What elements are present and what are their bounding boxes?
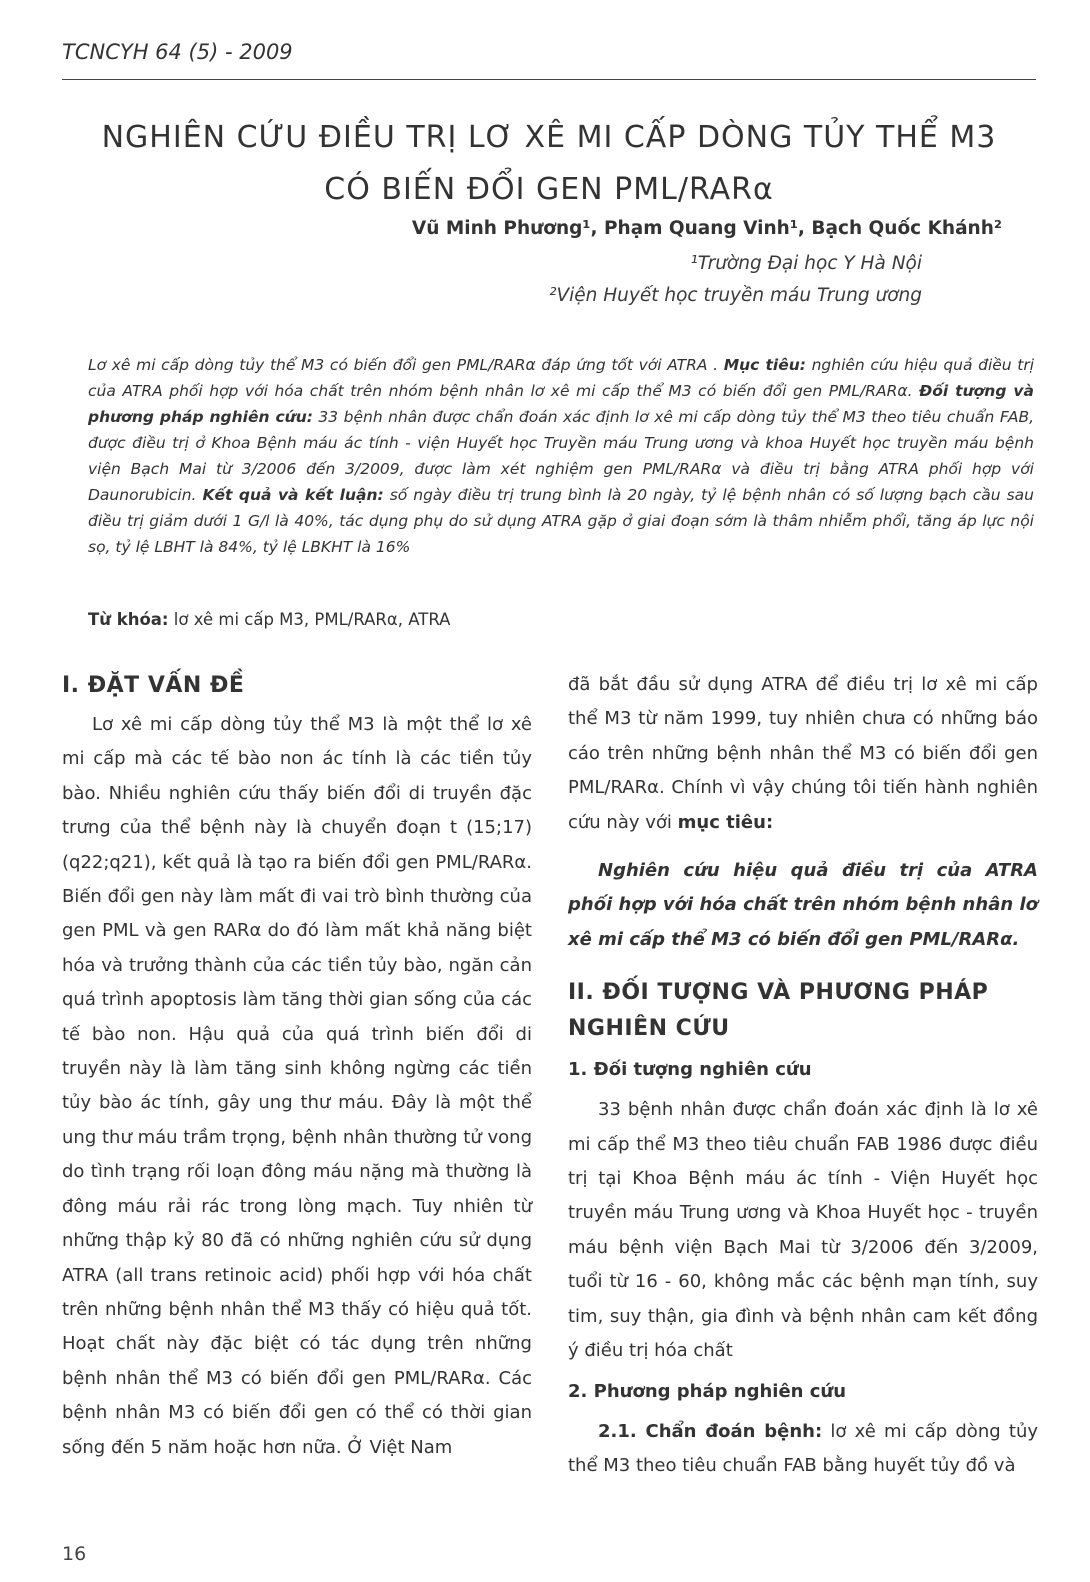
page-number: 16 <box>62 1543 87 1565</box>
abstract-results-label: Kết quả và kết luận: <box>202 486 384 504</box>
subsection-2-paragraph <box>568 1415 1038 1484</box>
abstract-intro: Lơ xê mi cấp dòng tủy thể M3 có biến đổi gen PML/RARα đáp ứng tốt với ATRA . <box>88 356 724 374</box>
author-list: Vũ Minh Phương¹, Phạm Quang Vinh¹, Bạch Quốc Khánh² <box>411 218 1002 239</box>
diagnosis-label: 2.1. Chẩn đoán bệnh: <box>598 1420 823 1442</box>
abstract <box>88 352 1034 560</box>
abstract-goal-text: nghiên cứu hiệu quả điều trị của ATRA phối hợp với hóa chất trên nhóm bệnh nhân lơ xê mi cấp thể M3 có biến đổi gen PML/RARα. <box>88 356 1035 400</box>
subsection-1-heading: 1. Đối tượng nghiên cứu <box>568 1059 812 1081</box>
affiliation-1: ¹Trường Đại học Y Hà Nội <box>690 253 922 274</box>
section-1-paragraph-continued <box>568 668 1038 840</box>
section-1-goal-label: mục tiêu: <box>677 811 774 833</box>
subsection-1-paragraph: 33 bệnh nhân được chẩn đoán xác định là lơ xê mi cấp thể M3 theo tiêu chuẩn FAB 1986 được điều trị tại Khoa Bệnh máu ác tính - Viện Huyết học truyền máu Trung ương và Khoa Huyết học - truyền máu bệnh viện Bạch Mai từ 3/2006 đến 3/2009, tuổi từ 16 - 60, không mắc các bệnh mạn tính, suy tim, suy thận, gia đình và bệnh nhân cam kết đồng ý điều trị hóa chất <box>568 1099 1038 1362</box>
keywords-label: Từ khóa: <box>88 610 169 629</box>
abstract-results-text: số ngày điều trị trung bình là 20 ngày, tỷ lệ bệnh nhân có số lượng bạch cầu sau điều trị giảm dưới 1 G/l là 40%, tác dụng phụ do sử dụng ATRA gặp ở giai đoạn sớm là thâm nhiễm phổi, tăng áp lực nội sọ, tỷ lệ LBHT là 84%, tỷ lệ LBKHT là 16% <box>88 486 1034 556</box>
subsection-2-heading: 2. Phương pháp nghiên cứu <box>568 1380 847 1402</box>
affiliation-2: ²Viện Huyết học truyền máu Trung ương <box>549 285 922 306</box>
right-column <box>568 668 1038 1483</box>
keywords-text: lơ xê mi cấp M3, PML/RARα, ATRA <box>168 610 451 629</box>
keywords <box>88 610 1034 629</box>
abstract-methods-label: Đối tượng và phương pháp nghiên cứu: <box>88 382 1034 426</box>
left-column <box>62 668 532 1465</box>
study-goal: Nghiên cứu hiệu quả điều trị của ATRA phối hợp với hóa chất trên nhóm bệnh nhân lơ xê mi cấp thể M3 có biến đổi gen PML/RARα. <box>568 860 1038 950</box>
header-rule <box>62 79 1036 80</box>
diagnosis-text: lơ xê mi cấp dòng tủy thể M3 theo tiêu chuẩn FAB bằng huyết tủy đồ và <box>568 1420 1038 1476</box>
title-line-2: CÓ BIẾN ĐỔI GEN PML/RARα <box>324 172 774 207</box>
article-title <box>62 112 1036 216</box>
abstract-goal-label: Mục tiêu: <box>723 356 806 374</box>
journal-header: TCNCYH 64 (5) - 2009 <box>62 40 293 64</box>
title-line-1: NGHIÊN CỨU ĐIỀU TRỊ LƠ XÊ MI CẤP DÒNG TỦY THỂ M3 <box>101 120 997 155</box>
section-2-heading: II. ĐỐI TƯỢNG VÀ PHƯƠNG PHÁP NGHIÊN CỨU <box>568 980 989 1042</box>
abstract-methods-text: 33 bệnh nhân được chẩn đoán xác định lơ xê mi cấp dòng tủy thể M3 theo tiêu chuẩn FAB, được điều trị ở Khoa Bệnh máu ác tính - viện Huyết học Truyền máu Trung ương và khoa Huyết học truyền máu bệnh viện Bạch Mai từ 3/2006 đến 3/2009, được làm xét nghiệm gen PML/RARα và điều trị bằng ATRA phối hợp với Daunorubicin. <box>88 408 1034 504</box>
section-1-heading: I. ĐẶT VẤN ĐỀ <box>62 673 245 698</box>
section-1-continued-text: đã bắt đầu sử dụng ATRA để điều trị lơ xê mi cấp thể M3 từ năm 1999, tuy nhiên chưa có những báo cáo trên những bệnh nhân thể M3 có biến đổi gen PML/RARα. Chính vì vậy chúng tôi tiến hành nghiên cứu này với <box>568 674 1038 833</box>
section-1-paragraph: Lơ xê mi cấp dòng tủy thể M3 là một thể lơ xê mi cấp mà các tế bào non ác tính là các tiền tủy bào. Nhiều nghiên cứu thấy biến đổi di truyền đặc trưng của thể bệnh này là chuyển đoạn t (15;17)(q22;q21), kết quả là tạo ra biến đổi gen PML/RARα. Biến đổi gen này làm mất đi vai trò bình thường của gen PML và gen RARα do đó làm mất khả năng biệt hóa và trưởng thành của các tiền tủy bào, ngăn cản quá trình apoptosis làm tăng thời gian sống của các tế bào non. Hậu quả của quá trình biến đổi di truyền này là làm tăng sinh không ngừng các tiền tủy bào ác tính, gây ung thư máu. Đây là một thể ung thư máu trầm trọng, bệnh nhân thường tử vong do tình trạng rối loạn đông máu nặng mà thường là đông máu rải rác trong lòng mạch. Tuy nhiên từ những thập kỷ 80 đã có những nghiên cứu sử dụng ATRA (all trans retinoic acid) phối hợp với hóa chất trên những bệnh nhân thể M3 thấy có hiệu quả tốt. Hoạt chất này đặc biệt có tác dụng trên những bệnh nhân thể M3 có biến đổi gen PML/RARα. Các bệnh nhân M3 có biến đổi gen có thể có thời gian sống đến 5 năm hoặc hơn nữa. Ở Việt Nam <box>62 714 532 1458</box>
